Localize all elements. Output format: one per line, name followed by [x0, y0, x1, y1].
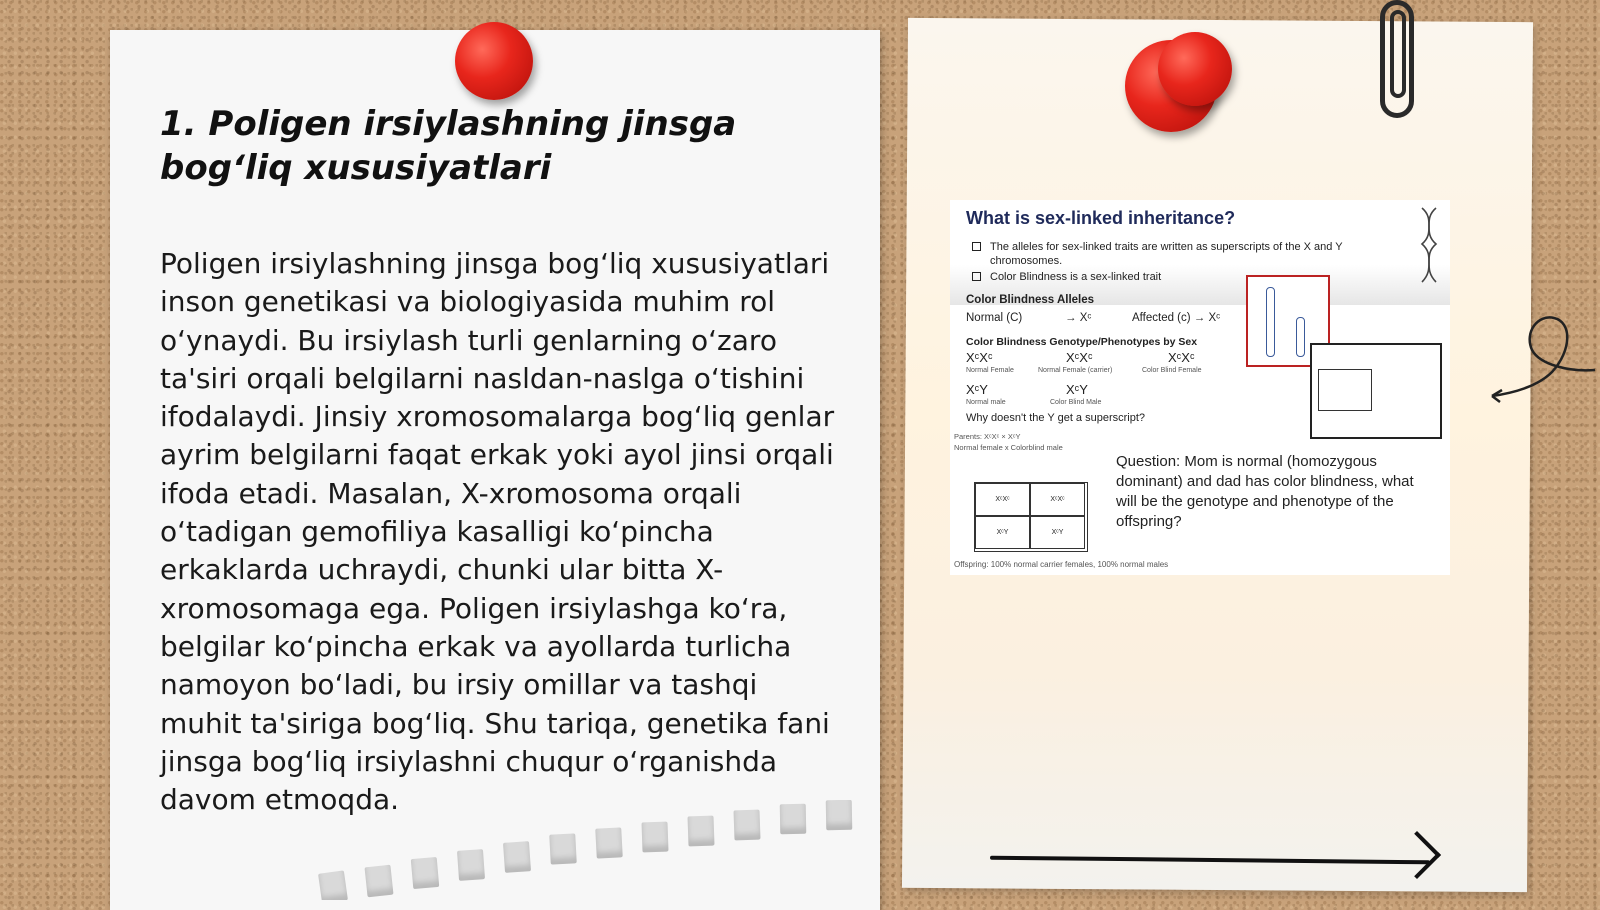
punnett-cell: XᶜXᶜ: [1030, 483, 1085, 516]
genotype-colorblind-male: XᶜY: [1066, 382, 1088, 397]
offspring-question: Question: Mom is normal (homozygous dominant) and dad has color blindness, what will be the genotype and phenotype of the offspring?: [1116, 453, 1414, 530]
dna-icon: [1418, 206, 1440, 286]
slide-bullet-2: Color Blindness is a sex-linked trait: [990, 270, 1370, 284]
genotype-colorblind-female: XᶜXᶜ: [1168, 350, 1195, 365]
note-title: 1. Poligen irsiylashning jinsga bog‘liq xususiyatlari: [160, 104, 737, 188]
inset-grid: [1318, 369, 1372, 411]
phenotype-carrier-female: Normal Female (carrier): [1038, 367, 1113, 374]
punnett-inset-diagram: [1310, 343, 1442, 439]
y-chromosome-icon: [1296, 317, 1305, 357]
paperclip-inner: [1390, 10, 1406, 98]
phenotype-normal-male: Normal male: [966, 399, 1006, 406]
red-pushpin-right-front: [1158, 32, 1232, 106]
genotype-carrier-female: XᶜXᶜ: [1066, 350, 1093, 365]
phenotype-colorblind-female: Color Blind Female: [1142, 367, 1202, 374]
sex-linked-inheritance-slide: [950, 200, 1450, 575]
punnett-cell: XᶜY: [1030, 516, 1085, 549]
slide-bullet-1: The alleles for sex-linked traits are written as superscripts of the X and Y chromosomes.: [990, 240, 1370, 268]
phenotype-normal-female: Normal Female: [966, 367, 1014, 374]
doodle-loop-arrow-icon: [1490, 310, 1600, 410]
x-chromosome-icon: [1266, 287, 1275, 357]
punnett-square: [974, 482, 1088, 552]
punnett-cell: XᶜY: [975, 516, 1030, 549]
slide-title: What is sex-linked inheritance?: [966, 208, 1236, 228]
why-question: Why doesn't the Y get a superscript?: [966, 412, 1146, 424]
alleles-heading: Color Blindness Alleles: [966, 294, 1095, 306]
affected-allele-label: Affected (c) → Xᶜ: [1132, 312, 1221, 324]
normal-allele-arrow: → Xᶜ: [1065, 312, 1092, 324]
offspring-result: Offspring: 100% normal carrier females, 100% normal males: [954, 560, 1169, 569]
phenotype-colorblind-male: Color Blind Male: [1050, 399, 1102, 406]
genotype-normal-male: XᶜY: [966, 382, 988, 397]
note-body: Poligen irsiylashning jinsga bog‘liq xususiyatlari inson genetikasi va biologiyasida muhim rol o‘ynaydi. Bu irsiylash turli genlarning o‘zaro ta'siri orqali belgilarni nasldan-naslga o‘tishini ifodalaydi. Jinsiy xromosomalarga bog‘liq genlar ayrim belgilarni faqat erkak yoki ayol jinsi orqali ifoda etadi. Masalan, X-xromosoma orqali o‘tadigan gemofiliya kasalligi ko‘pincha erkaklarda uchraydi, chunki ular bitta X-xromosomaga ega. Poligen irsiylashga ko‘ra, belgilar ko‘pincha erkak va ayollarda turlicha namoyon bo‘ladi, bu irsiy omillar va tashqi muhit ta'siriga bog‘liq. Shu tariqa, genetika fani jinsga bog‘liq irsiylashni chuqur o‘rganishda davom etmoqda.: [160, 247, 835, 817]
parents-description: Normal female x Colorblind male: [954, 443, 1063, 452]
parents-cross: Parents: XᶜXᶜ × XᶜY: [954, 432, 1021, 441]
punnett-cell: XᶜXᶜ: [975, 483, 1030, 516]
genotype-heading: Color Blindness Genotype/Phenotypes by Sex: [966, 336, 1198, 348]
red-pushpin-left: [455, 22, 533, 100]
genotype-normal-female: XᶜXᶜ: [966, 350, 993, 365]
normal-allele-label: Normal (C): [966, 312, 1023, 324]
